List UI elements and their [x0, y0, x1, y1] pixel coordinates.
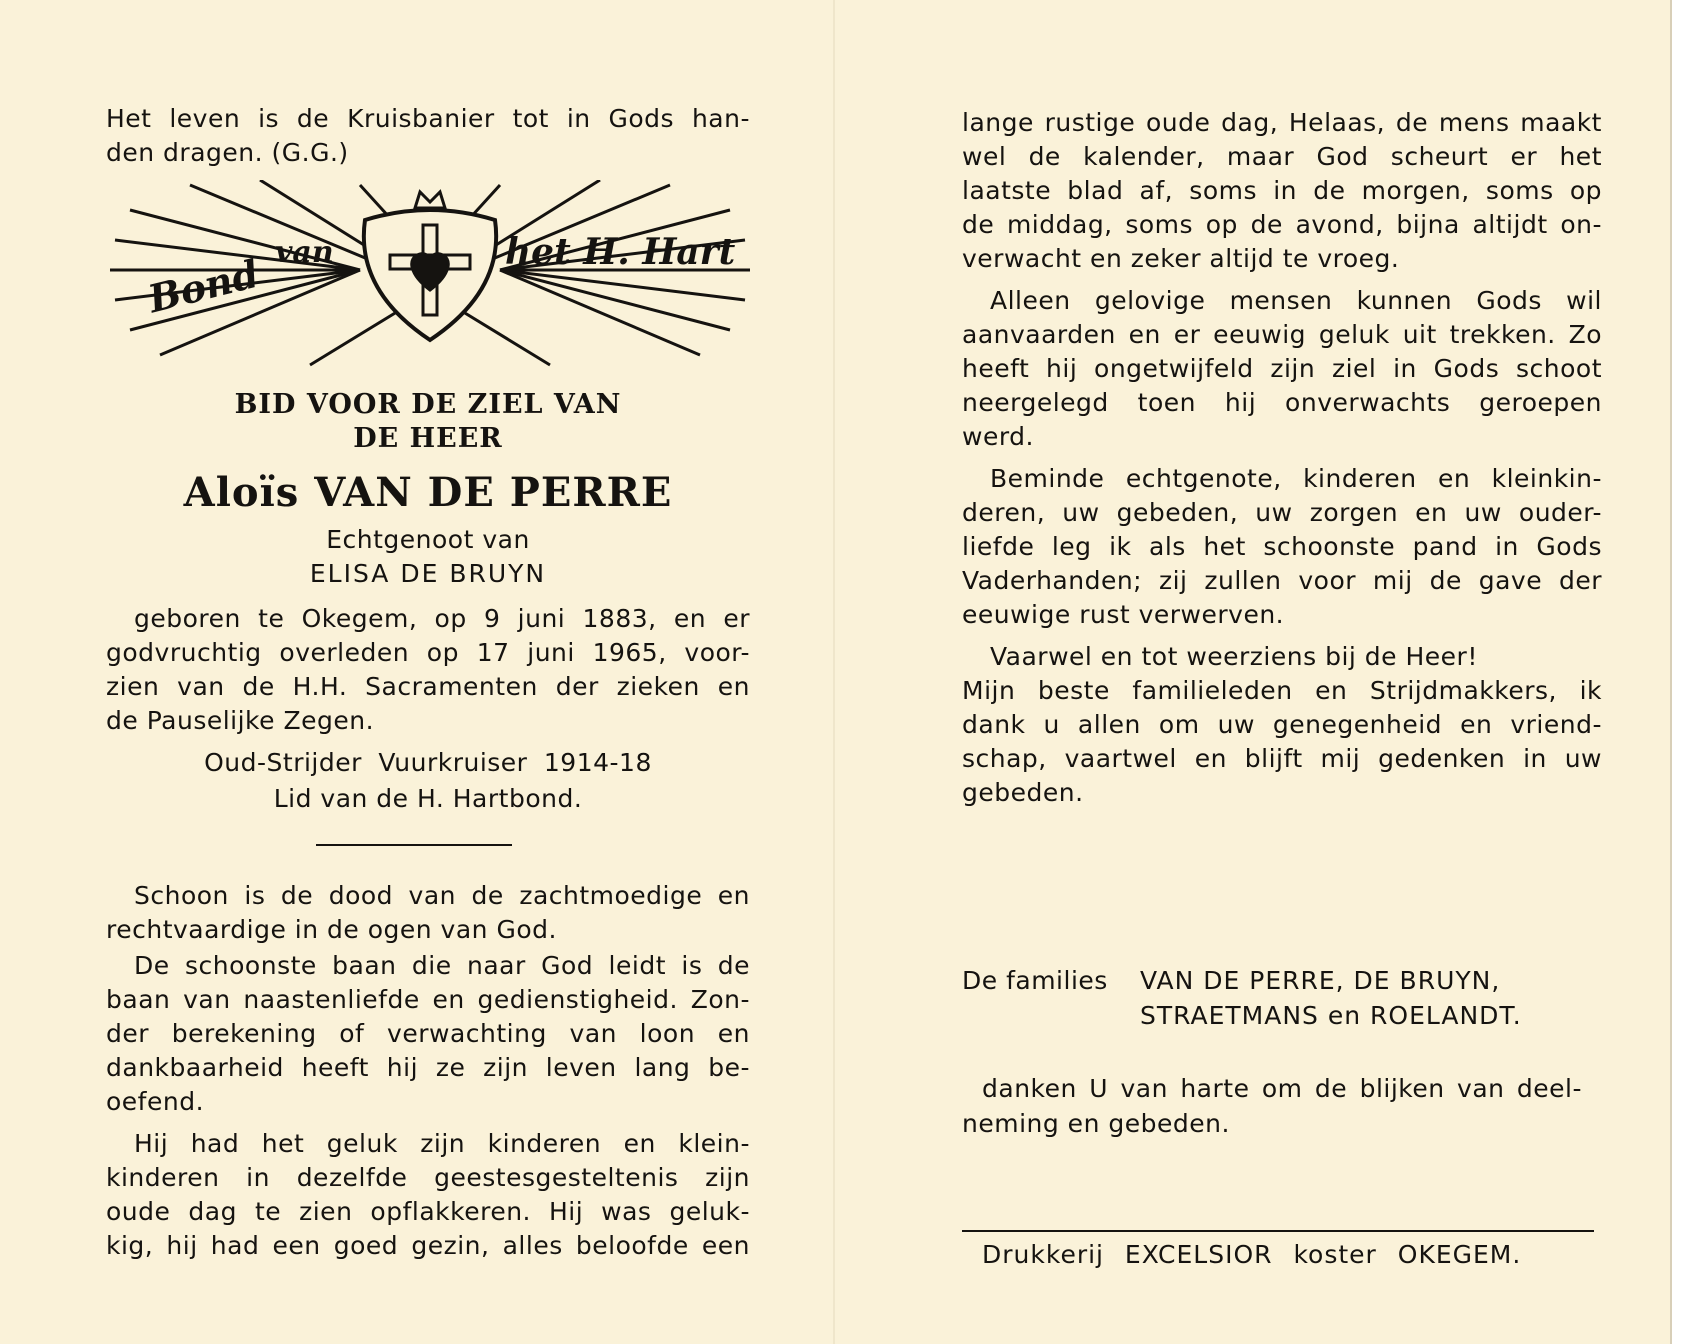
para2-line-2: baan van naastenliefde en gedienstigheid. Zon- [106, 985, 750, 1014]
printer-rule [962, 1230, 1594, 1232]
card-edge [1670, 0, 1688, 1344]
families-line-2: STRAETMANS en ROELANDT. [1140, 1001, 1522, 1030]
printer-line: Drukkerij EXCELSIOR koster OKEGEM. [982, 1240, 1522, 1269]
bio-line-3: zien van de H.H. Sacramenten der zieken en [106, 672, 750, 701]
membership-line: Lid van de H. Hartbond. [273, 784, 583, 813]
veteran-line: Oud-Strijder Vuurkruiser 1914-18 [204, 748, 652, 777]
gratitude-line-2: neming en gebeden. [962, 1109, 1230, 1138]
r-para2-line-3: heeft hij ongetwijfeld zijn ziel in Gods schoot [962, 354, 1602, 383]
farewell-line: Vaarwel en tot weerziens bij de Heer! [990, 642, 1478, 671]
bio-line-2: godvruchtig overleden op 17 juni 1965, voor- [106, 638, 750, 667]
emblem-text-het: het H. Hart [505, 231, 736, 273]
para3-line-3: oude dag te zien opflakkeren. Hij was geluk- [106, 1197, 750, 1226]
motto-line-2: den dragen. (G.G.) [106, 138, 349, 167]
r-para2-line-5: werd. [962, 422, 1034, 451]
thanks-line-2: dank u allen om uw genegenheid en vriend- [962, 710, 1602, 739]
r-para2-line-1: Alleen gelovige mensen kunnen Gods wil [990, 286, 1602, 315]
thanks-line-1: Mijn beste familieleden en Strijdmakkers, ik [962, 676, 1602, 705]
r-para2-line-4: neergelegd toen hij onverwachts geroepen [962, 388, 1602, 417]
para2-line-3: der berekening of verwachting van loon en [106, 1019, 750, 1048]
r-para1-line-4: de middag, soms op de avond, bijna altijdt on- [962, 210, 1602, 239]
deceased-name: Aloïs VAN DE PERRE [183, 469, 673, 516]
para2-line-4: dankbaarheid heeft hij ze zijn leven lang be- [106, 1053, 750, 1082]
r-para3-line-5: eeuwige rust verwerven. [962, 600, 1285, 629]
thanks-line-3: schap, vaartwel en blijft mij gedenken in uw [962, 744, 1602, 773]
r-para3-line-2: deren, uw gebeden, uw zorgen en uw ouder- [962, 498, 1602, 527]
r-para3-line-4: Vaderhanden; zij zullen voor mij de gave der [962, 566, 1602, 595]
emblem-text-van: van [275, 235, 334, 270]
para1-line-2: rechtvaardige in de ogen van God. [106, 915, 557, 944]
bio-line-1: geboren te Okegem, op 9 juni 1883, en er [134, 604, 750, 633]
families-line-1: VAN DE PERRE, DE BRUYN, [1140, 966, 1501, 995]
divider-rule [316, 844, 512, 846]
bio-line-4: de Pauselijke Zegen. [106, 706, 375, 735]
gratitude-line-1: danken U van harte om de blijken van deel- [982, 1074, 1582, 1103]
r-para2-line-2: aanvaarden en er eeuwig geluk uit trekken. Zo [962, 320, 1602, 349]
crown-icon [415, 192, 445, 208]
r-para3-line-3: liefde leg ik als het schoonste pand in Gods [962, 532, 1602, 561]
para3-line-1: Hij had het geluk zijn kinderen en klein- [134, 1129, 750, 1158]
para3-line-4: kig, hij had een goed gezin, alles beloofde een [106, 1231, 750, 1260]
prayer-subheading: DE HEER [353, 423, 503, 454]
spouse-intro: Echtgenoot van [326, 525, 530, 554]
emblem-text-bond: Bond [143, 250, 264, 322]
motto-line-1: Het leven is de Kruisbanier tot in Gods han- [106, 104, 750, 133]
r-para1-line-3: laatste blad af, soms in de morgen, soms op [962, 176, 1602, 205]
para1-line-1: Schoon is de dood van de zachtmoedige en [134, 881, 750, 910]
thanks-line-4: gebeden. [962, 778, 1084, 807]
card-fold [833, 0, 835, 1344]
r-para1-line-2: wel de kalender, maar God scheurt er het [962, 142, 1602, 171]
sacred-heart-emblem [110, 180, 750, 370]
r-para1-line-5: verwacht en zeker altijd te vroeg. [962, 244, 1400, 273]
families-label: De families [962, 966, 1108, 995]
para2-line-1: De schoonste baan die naar God leidt is de [134, 951, 750, 980]
spouse-name: ELISA DE BRUYN [309, 559, 547, 588]
r-para1-line-1: lange rustige oude dag, Helaas, de mens maakt [962, 108, 1602, 137]
r-para3-line-1: Beminde echtgenote, kinderen en kleinkin- [990, 464, 1602, 493]
para2-line-5: oefend. [106, 1087, 205, 1116]
para3-line-2: kinderen in dezelfde geestesgesteltenis zijn [106, 1163, 750, 1192]
prayer-heading: BID VOOR DE ZIEL VAN [234, 389, 622, 420]
